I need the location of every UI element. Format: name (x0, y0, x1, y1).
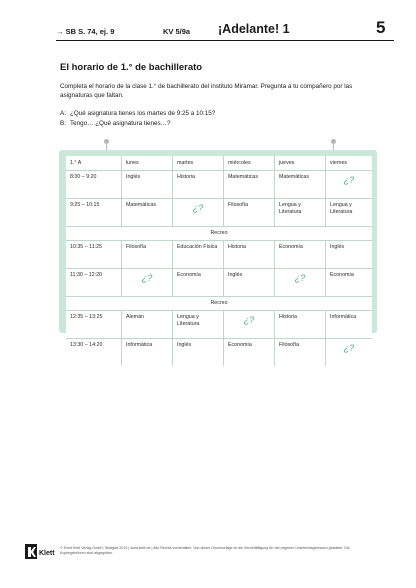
time-slot: 9:25 – 10:15 (70, 202, 100, 208)
exercise-instructions: Completa el horario de la clase 1.° de bachillerato del instituto Miramar. Pregunta a tu compañero por las asignaturas que faltan. (60, 83, 353, 99)
dialogue-text: ¿Qué asignatura tienes los martes de 9:25 a 10:15? (70, 110, 216, 117)
subject-cell: Matemáticas (121, 199, 172, 226)
subject-cell: Inglés (172, 339, 223, 366)
subject-cell: Filosofía (274, 339, 325, 366)
recess-row (66, 227, 372, 241)
subject-cell: Informática (325, 311, 372, 338)
day-header: martes (172, 156, 223, 170)
worksheet-code: KV 5/9a (163, 27, 191, 36)
day-header: viernes (325, 156, 372, 170)
time-slot: 13:30 – 14:20 (70, 342, 103, 348)
exercise-title: El horario de 1.° de bachillerato (60, 62, 203, 73)
missing-subject-cell: ¿? (223, 311, 274, 338)
subject-cell: Matemáticas (274, 171, 325, 198)
recess-label: Recreo (210, 300, 228, 306)
class-label: 1.° A (70, 160, 82, 166)
subject-cell: Matemáticas (223, 171, 274, 198)
time-slot: 11:30 – 12:20 (70, 272, 103, 278)
missing-subject-cell: ¿? (274, 269, 325, 296)
subject-cell: Lengua y Literatura (325, 199, 372, 226)
subject-cell: Inglés (223, 269, 274, 296)
timetable-row (66, 171, 372, 199)
missing-subject-cell: ¿? (325, 171, 372, 198)
missing-subject-cell: ¿? (172, 199, 223, 226)
time-slot: 12:35 – 13:25 (70, 314, 103, 320)
subject-cell: Educación Física (172, 241, 223, 268)
day-header: lunes (121, 156, 172, 170)
subject-cell: Historia (274, 311, 325, 338)
timetable-row (66, 311, 372, 339)
time-slot: 8:30 – 9:20 (70, 174, 97, 180)
subject-cell: Economía (172, 269, 223, 296)
recess-label: Recreo (210, 230, 228, 236)
subject-cell: Economía (223, 339, 274, 366)
subject-cell: Economía (274, 241, 325, 268)
page-header (0, 0, 416, 44)
subject-cell: Inglés (121, 171, 172, 198)
timetable (66, 156, 372, 366)
timetable-row (66, 269, 372, 297)
subject-cell: Economía (325, 269, 372, 296)
subject-cell: Historia (223, 241, 274, 268)
subject-cell: Filosofía (223, 199, 274, 226)
subject-cell: Lengua y Literatura (274, 199, 325, 226)
subject-cell: Historia (172, 171, 223, 198)
day-header: miércoles (223, 156, 274, 170)
timetable-header-row (66, 156, 372, 171)
klett-logo (25, 544, 55, 559)
time-slot: 10:35 – 11:25 (70, 244, 103, 250)
timetable-row (66, 199, 372, 227)
logo-wordmark: Klett (39, 550, 55, 557)
subject-cell: Alemán (121, 311, 172, 338)
dialogue-text: Tengo… ¿Qué asignatura tienes…? (70, 120, 171, 127)
missing-subject-cell: ¿? (121, 269, 172, 296)
timetable-row (66, 241, 372, 269)
missing-subject-cell: ¿? (325, 339, 372, 366)
subject-cell: Informática (121, 339, 172, 366)
dialogue-line-b (60, 120, 170, 127)
page-number: 5 (376, 18, 386, 37)
subject-cell: Lengua y Literatura (172, 311, 223, 338)
subject-cell: Filosofía (121, 241, 172, 268)
recess-row (66, 297, 372, 311)
copyright-notice: © Ernst Klett Verlag GmbH, Stuttgart 2019 | www.klett.de | Alle Rechte vorbehalten. Von dieser Druckvorlage ist die Vervielfältigung für den eigenen Unterrichtsgebrauch gestattet. Die Kopiergebühren sind abgegolten. (60, 546, 350, 555)
book-title: ¡Adelante! 1 (218, 22, 290, 36)
speaker-tag: A: (60, 110, 66, 117)
day-header: jueves (274, 156, 325, 170)
subject-cell: Inglés (325, 241, 372, 268)
speaker-tag: B: (60, 120, 66, 127)
textbook-reference: → SB S. 74, ej. 9 (56, 27, 115, 36)
header-divider (56, 40, 394, 41)
dialogue-line-a (60, 110, 215, 117)
timetable-row (66, 339, 372, 366)
